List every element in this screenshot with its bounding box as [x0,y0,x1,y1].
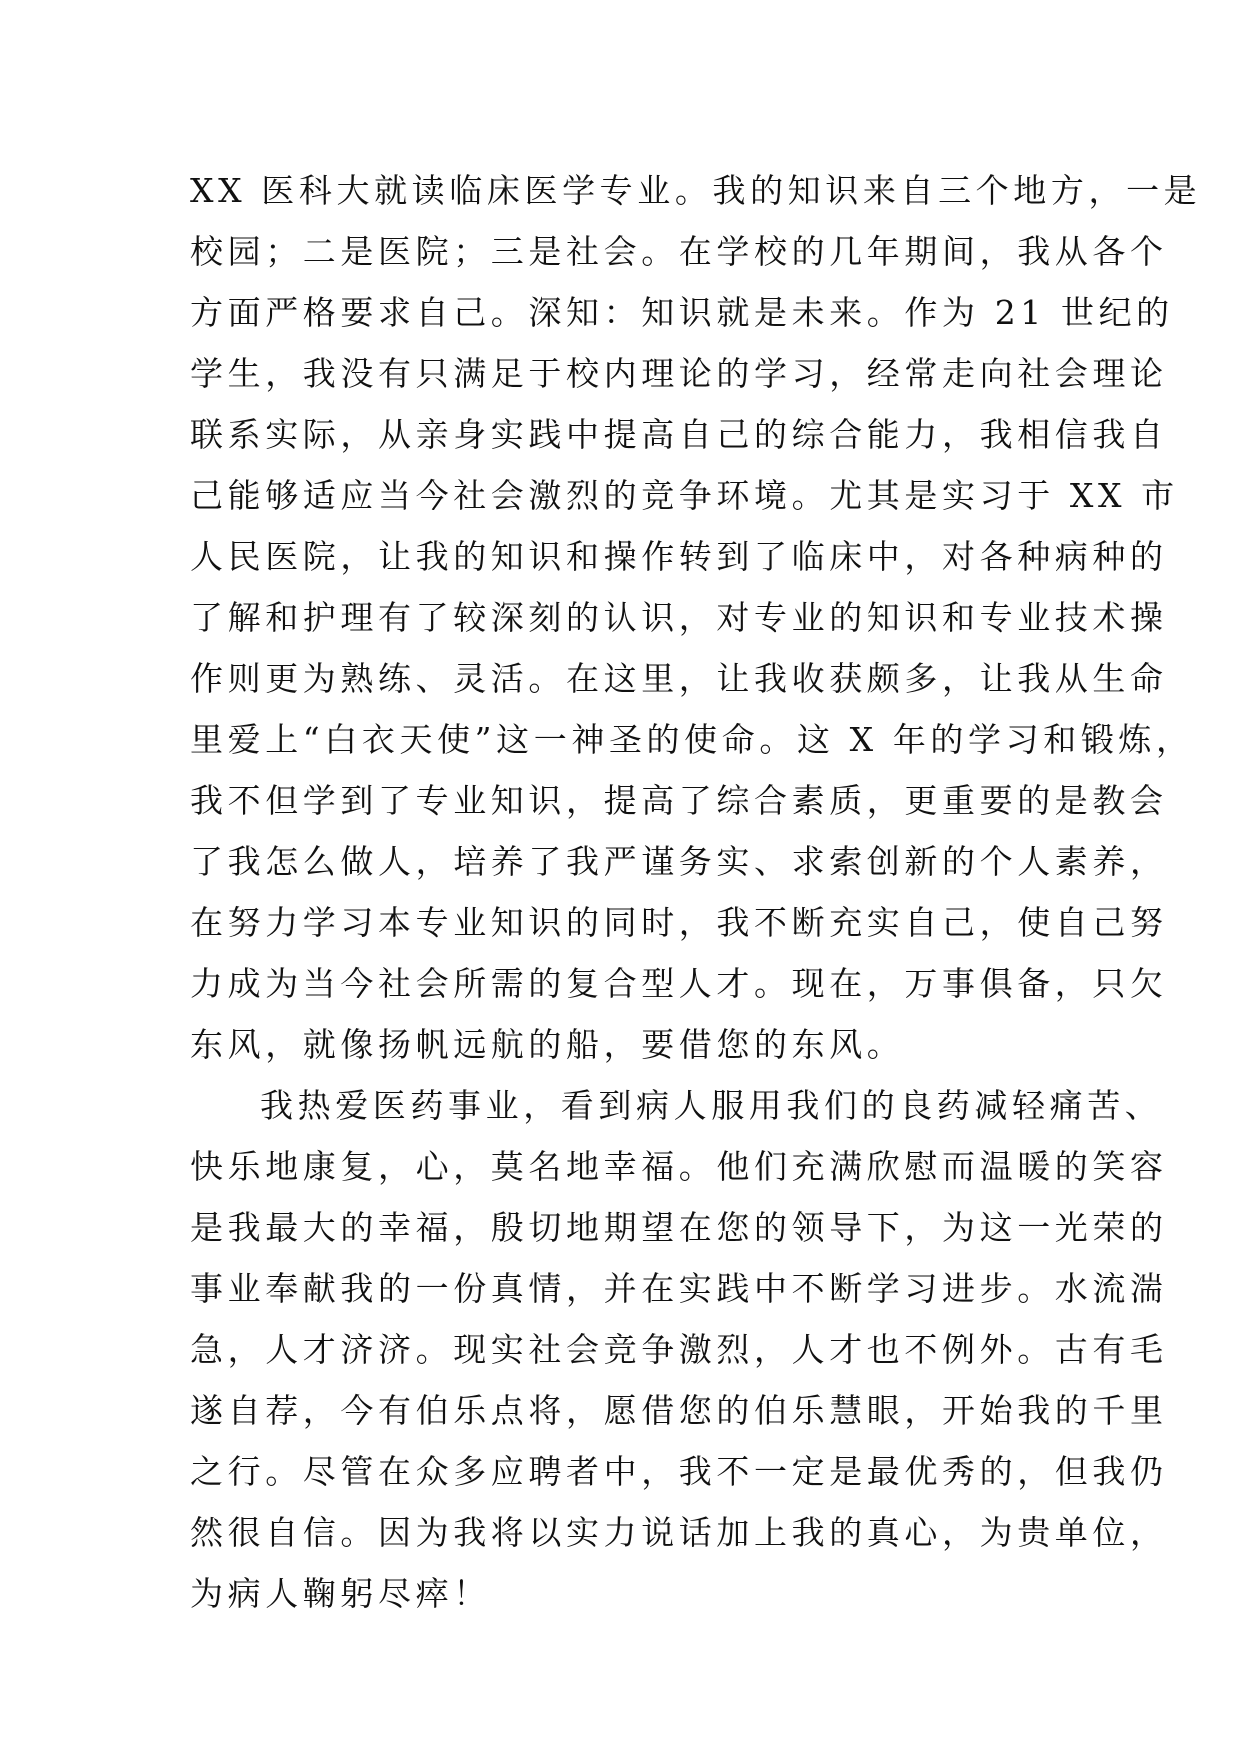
text-line: 然很自信。因为我将以实力说话加上我的真心，为贵单位， [190,1513,1168,1552]
text-line: 力成为当今社会所需的复合型人才。现在，万事俱备，只欠 [190,964,1168,1003]
text-line: XX 医科大就读临床医学专业。我的知识来自三个地方，一是 [190,171,1202,210]
text-line: 之行。尽管在众多应聘者中，我不一定是最优秀的，但我仍 [190,1452,1168,1491]
text-line: 为病人鞠躬尽瘁！ [190,1574,491,1613]
text-line: 作则更为熟练、灵活。在这里，让我收获颇多，让我从生命 [190,659,1168,698]
text-line: 了我怎么做人，培养了我严谨务实、求索创新的个人素养， [190,842,1168,881]
text-line: 东风，就像扬帆远航的船，要借您的东风。 [190,1025,905,1064]
text-line: 在努力学习本专业知识的同时，我不断充实自己，使自己努 [190,903,1168,942]
text-line: 了解和护理有了较深刻的认识，对专业的知识和专业技术操 [190,598,1168,637]
text-line: 方面严格要求自己。深知：知识就是未来。作为 21 世纪的 [190,293,1174,332]
text-line: 己能够适应当今社会激烈的竞争环境。尤其是实习于 XX 市 [190,476,1179,515]
text-line: 学生，我没有只满足于校内理论的学习，经常走向社会理论 [190,354,1168,393]
text-line: 联系实际，从亲身实践中提高自己的综合能力，我相信我自 [190,415,1168,454]
text-line: 事业奉献我的一份真情，并在实践中不断学习进步。水流湍 [190,1269,1168,1308]
body-text [190,160,1202,1624]
text-line: 遂自荐，今有伯乐点将，愿借您的伯乐慧眼，开始我的千里 [190,1391,1168,1430]
text-line: 校园；二是医院；三是社会。在学校的几年期间，我从各个 [190,232,1168,271]
text-line: 我不但学到了专业知识，提高了综合素质，更重要的是教会 [190,781,1168,820]
text-line: 里爱上“白衣天使”这一神圣的使命。这 X 年的学习和锻炼， [190,720,1194,759]
text-line: 人民医院，让我的知识和操作转到了临床中，对各种病种的 [190,537,1168,576]
paragraph-first-line: 我热爱医药事业，看到病人服用我们的良药减轻痛苦、 [260,1086,1163,1125]
text-line: 急，人才济济。现实社会竞争激烈，人才也不例外。古有毛 [190,1330,1168,1369]
text-line: 是我最大的幸福，殷切地期望在您的领导下，为这一光荣的 [190,1208,1168,1247]
text-line: 快乐地康复，心，莫名地幸福。他们充满欣慰而温暖的笑容 [190,1147,1168,1186]
